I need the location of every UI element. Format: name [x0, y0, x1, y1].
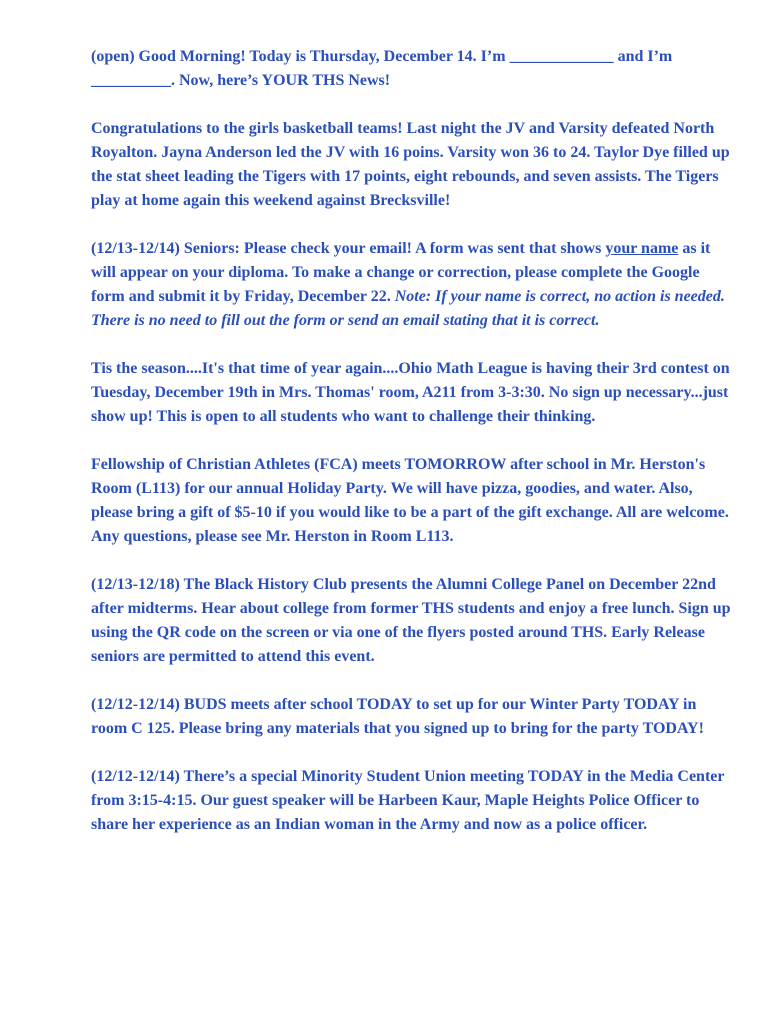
- seniors-note: Note: If your name is correct, no action is needed. There is no need to fill out the form or send an email stating that it is correct.: [91, 288, 725, 329]
- paragraph-buds: [91, 693, 731, 741]
- paragraph-math-league: [91, 357, 731, 429]
- seniors-underlined-your-name: your name: [605, 240, 679, 257]
- black-history-club-text: (12/13-12/18) The Black History Club presents the Alumni College Panel on December 22nd after midterms. Hear about college from former THS students and enjoy a free lunch. Sign up using the QR code on the screen or via one of the flyers posted around THS. Early Release seniors are permitted to attend this event.: [91, 576, 731, 665]
- buds-text: (12/12-12/14) BUDS meets after school TODAY to set up for our Winter Party TODAY in room C 125. Please bring any materials that you signed up to bring for the party TODAY!: [91, 696, 704, 737]
- math-league-text: Tis the season....It's that time of year again....Ohio Math League is having their 3rd contest on Tuesday, December 19th in Mrs. Thomas' room, A211 from 3-3:30. No sign up necessary...just show up! This is open to all students who want to challenge their thinking.: [91, 360, 730, 425]
- paragraph-fca: [91, 453, 731, 549]
- paragraph-seniors-diploma: [91, 237, 731, 333]
- seniors-text-start: (12/13-12/14) Seniors: Please check your email! A form was sent that shows: [91, 240, 606, 257]
- paragraph-minority-student-union: [91, 765, 731, 837]
- minority-student-union-text: (12/12-12/14) There’s a special Minority Student Union meeting TODAY in the Media Center from 3:15-4:15. Our guest speaker will be Harbeen Kaur, Maple Heights Police Officer to share her experience as an Indian woman in the Army and now as a police officer.: [91, 768, 725, 833]
- seniors-text-middle: as it will appear on your diploma. To make a change or correction, please complete the Google form and submit it by Friday, December 22.: [91, 240, 711, 305]
- announcements-document: [91, 45, 731, 861]
- paragraph-girls-basketball: [91, 117, 731, 213]
- basketball-text: Congratulations to the girls basketball teams! Last night the JV and Varsity defeated North Royalton. Jayna Anderson led the JV with 16 poins. Varsity won 36 to 24. Taylor Dye filled up the stat sheet leading the Tigers with 17 points, eight rebounds, and seven assists. The Tigers play at home again this weekend against Brecksville!: [91, 120, 730, 209]
- fca-text: Fellowship of Christian Athletes (FCA) meets TOMORROW after school in Mr. Herston's Room (L113) for our annual Holiday Party. We will have pizza, goodies, and water. Also, please bring a gift of $5-10 if you would like to be a part of the gift exchange. All are welcome. Any questions, please see Mr. Herston in Room L113.: [91, 456, 729, 545]
- paragraph-black-history-club: [91, 573, 731, 669]
- opening-text: (open) Good Morning! Today is Thursday, December 14. I’m _____________ and I’m __________. Now, here’s YOUR THS News!: [91, 48, 673, 89]
- paragraph-opening: [91, 45, 731, 93]
